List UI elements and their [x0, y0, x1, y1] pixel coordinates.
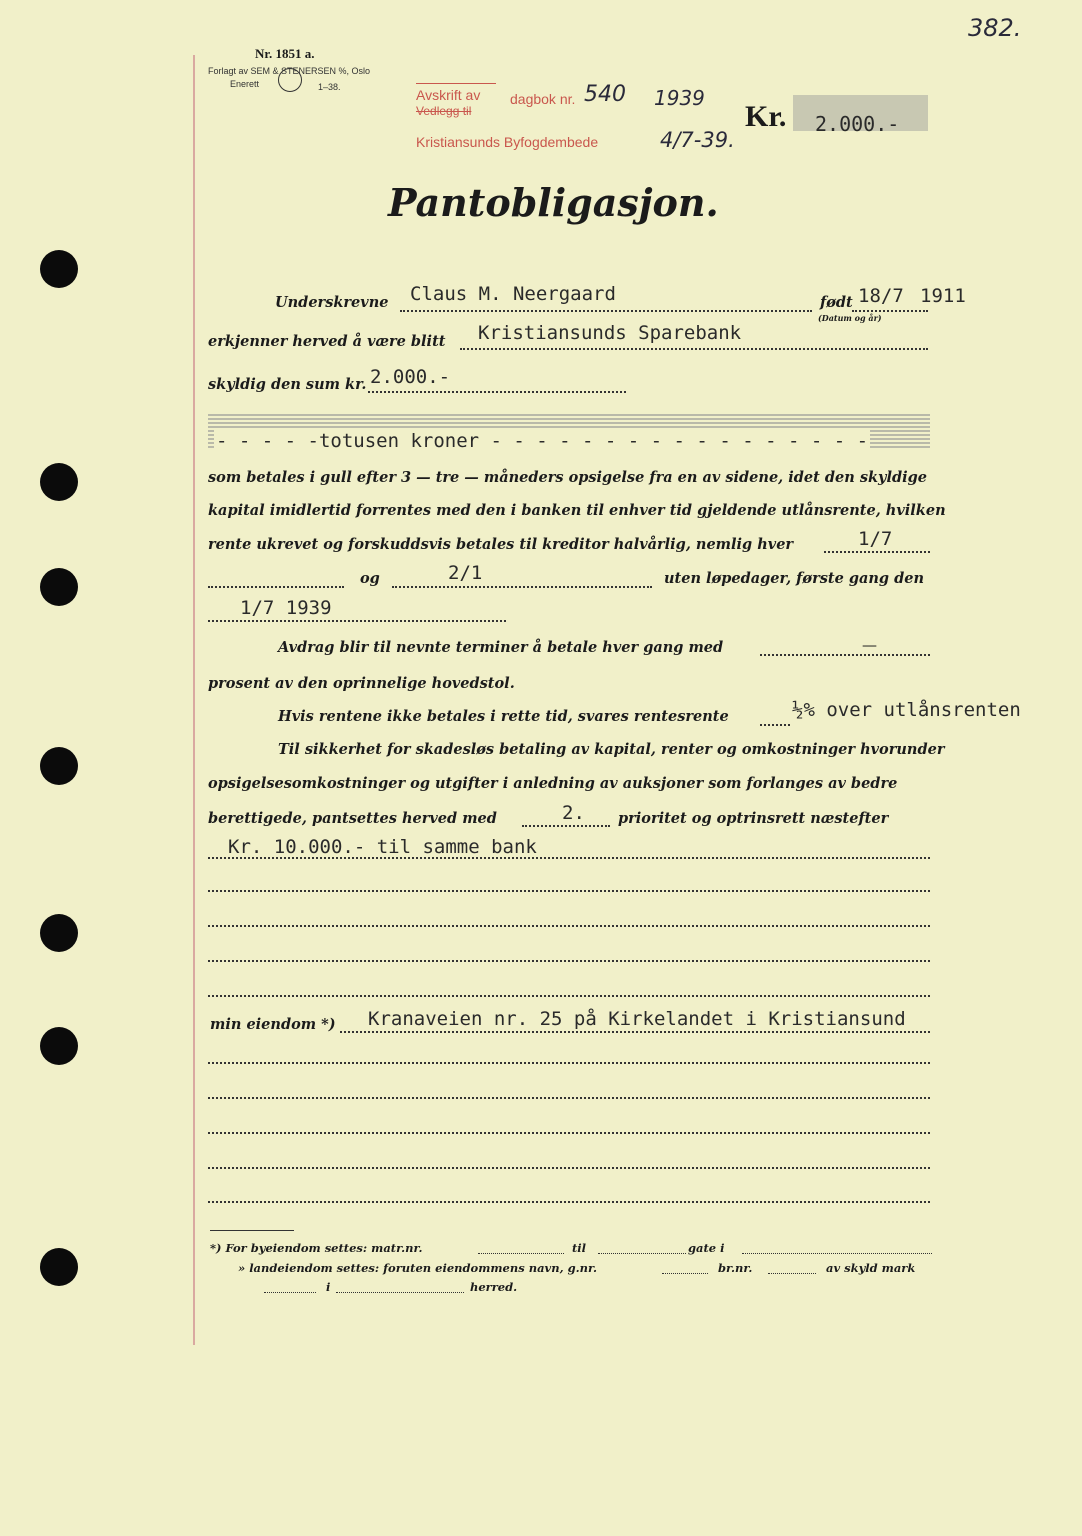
footnote-dots	[336, 1292, 464, 1293]
punch-hole	[40, 1027, 78, 1065]
publisher-logo-icon	[278, 68, 302, 92]
terms-line-1: som betales i gull efter 3 — tre — måneders opsigelse fra en av sidene, idet den skyldige	[208, 469, 927, 486]
footnote-line-1a: *) For byeiendom settes: matr.nr.	[210, 1241, 423, 1255]
blank-line	[208, 1097, 930, 1099]
blank-line	[208, 1167, 930, 1169]
property-line	[340, 1031, 930, 1033]
footnote-line-3b: herred.	[470, 1280, 518, 1294]
property-label: min eiendom *)	[210, 1016, 336, 1033]
installment-line-2: prosent av den oprinnelige hovedstol.	[208, 675, 515, 692]
dagbok-year: 1939	[654, 86, 705, 110]
term1-line	[824, 551, 930, 553]
footnote-rule	[210, 1230, 294, 1231]
stamp-date: 4/7-39.	[660, 128, 735, 152]
blank-line	[208, 960, 930, 962]
og-label: og	[360, 570, 380, 587]
term2-value: 2/1	[448, 562, 483, 584]
terms-line-3: rente ukrevet og forskuddsvis betales til kreditor halvårlig, nemlig hver	[208, 536, 794, 553]
priority-value: 2.	[562, 802, 585, 824]
blank-line	[208, 1062, 930, 1064]
term2-line	[392, 586, 652, 588]
punch-hole	[40, 463, 78, 501]
sum-label: skyldig den sum kr.	[208, 376, 367, 393]
page-number: 382.	[968, 14, 1022, 42]
sum-value: 2.000.-	[370, 366, 451, 388]
footnote-line-2a: » landeiendom settes: foruten eiendommens navn, g.nr.	[238, 1261, 597, 1275]
blank-line	[208, 995, 930, 997]
punch-hole	[40, 747, 78, 785]
security-line-2: opsigelsesomkostninger og utgifter i anledning av auksjoner som forlanges av bedre	[208, 775, 898, 792]
creditor-line	[460, 348, 928, 350]
installment-line-1: Avdrag blir til nevnte terminer å betale hver gang med	[278, 639, 724, 656]
blank-line	[208, 1201, 930, 1203]
amount-value: 2.000.-	[815, 112, 900, 136]
footnote-line-2b: br.nr.	[718, 1261, 753, 1275]
footnote-line-2c: av skyld mark	[826, 1261, 916, 1275]
blank-line	[208, 1132, 930, 1134]
stamp-office: Kristiansunds Byfogdembede	[416, 134, 599, 150]
footnote-dots	[768, 1273, 816, 1274]
footnote-dots	[742, 1253, 932, 1254]
creditor-name: Kristiansunds Sparebank	[478, 322, 742, 344]
blank-line	[208, 890, 930, 892]
footnote-dots	[478, 1253, 564, 1254]
security-line-3b: prioritet og optrinsrett næstefter	[618, 810, 889, 827]
installment-line	[760, 654, 930, 656]
penalty-line	[760, 724, 790, 726]
terms-line-2: kapital imidlertid forrentes med den i banken til enhver tid gjeldende utlånsrente, hvilken	[208, 502, 946, 519]
form-edition: 1–38.	[318, 82, 341, 92]
document-title: Pantobligasjon.	[388, 180, 719, 225]
undersigned-name: Claus M. Neergaard	[410, 283, 616, 305]
form-number: Nr. 1851 a.	[255, 46, 315, 61]
prior-lien: Kr. 10.000.- til samme bank	[228, 836, 537, 858]
sum-line	[368, 391, 626, 393]
creditor-label: erkjenner herved å være blitt	[208, 333, 446, 350]
born-hint: (Datum og år)	[818, 313, 882, 323]
sum-words: - - - - -totusen kroner - - - - - - - - - - - - - - - - -	[216, 430, 869, 452]
punch-hole	[40, 1248, 78, 1286]
penalty-label: Hvis rentene ikke betales i rette tid, svares rentesrente	[278, 708, 729, 725]
property-value: Kranaveien nr. 25 på Kirkelandet i Kristiansund	[368, 1008, 906, 1030]
footnote-dots	[598, 1253, 686, 1254]
publisher-enerett: Enerett	[230, 79, 260, 89]
first-time-line	[208, 620, 506, 622]
footnote-line-1c: gate i	[688, 1241, 725, 1255]
stamp-dagbok: dagbok nr.	[510, 91, 576, 107]
footnote-dots	[662, 1273, 708, 1274]
undersigned-label: Underskrevne	[275, 294, 389, 311]
punch-hole	[40, 568, 78, 606]
stamp-underline	[416, 83, 496, 84]
footnote-dots	[264, 1292, 316, 1293]
dagbok-number: 540	[584, 82, 626, 107]
blank-line	[208, 925, 930, 927]
kr-label: Kr.	[745, 100, 787, 133]
stamp-vedlegg: Vedlegg til	[416, 104, 472, 118]
born-label: født	[820, 294, 853, 311]
security-line-3: berettigede, pantsettes herved med	[208, 810, 497, 827]
stamp-avskrift: Avskrift av	[416, 87, 481, 103]
born-date: 18/7	[858, 285, 904, 307]
priority-line	[522, 825, 610, 827]
punch-hole	[40, 914, 78, 952]
term-blank-line	[208, 586, 344, 588]
term1-value: 1/7	[858, 528, 893, 550]
security-line-1: Til sikkerhet for skadesløs betaling av kapital, renter og omkostninger hvorunder	[278, 741, 945, 758]
born-line	[852, 310, 928, 312]
born-year: 1911	[920, 285, 966, 307]
first-time-value: 1/7 1939	[240, 597, 332, 619]
punch-hole	[40, 250, 78, 288]
margin-rule	[193, 55, 195, 1345]
footnote-line-1b: til	[572, 1241, 587, 1255]
footnote-line-3a: i	[326, 1280, 331, 1294]
undersigned-line	[400, 310, 812, 312]
first-time-label: uten løpedager, første gang den	[664, 570, 925, 587]
installment-dash: —	[862, 636, 877, 654]
publisher-line: Forlagt av SEM & STENERSEN %, Oslo	[208, 66, 371, 76]
penalty-rate: ½% over utlånsrenten	[792, 699, 1021, 721]
